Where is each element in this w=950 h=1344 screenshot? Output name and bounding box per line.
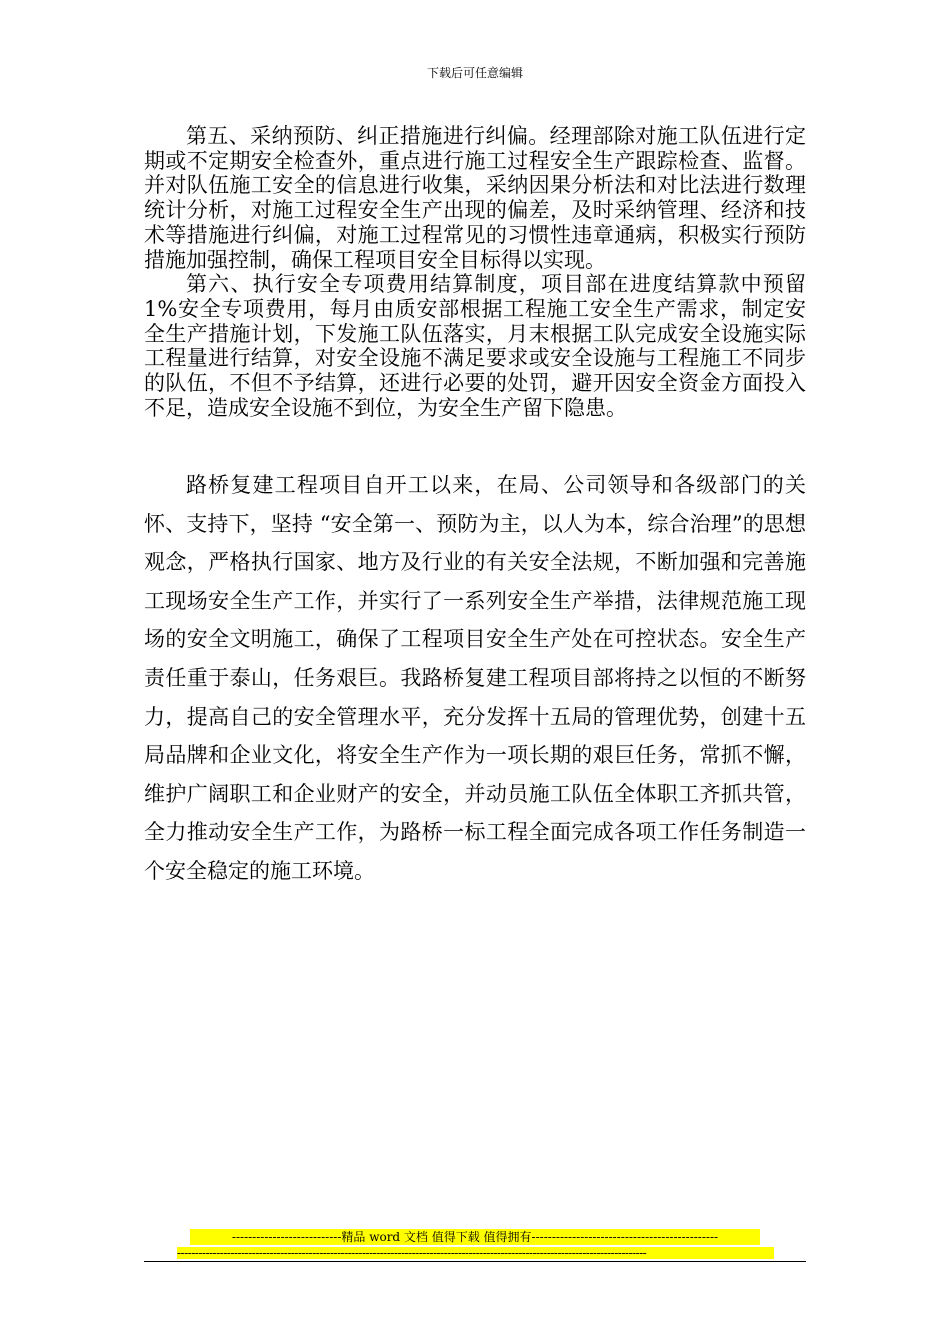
document-body-dense (144, 124, 806, 420)
footer-rule (144, 1261, 806, 1262)
document-body-conclusion (144, 466, 806, 891)
page-header-note: 下载后可任意编辑 (426, 66, 523, 80)
footer-dash-line: ------------------------------------------------------------------------------------------------------------------------------------ (177, 1247, 774, 1259)
paragraph-conclusion: 路桥复建工程项目自开工以来，在局、公司领导和各级部门的关怀、支持下，坚持 “安全第一、预防为主，以人为本，综合治理”的思想观念，严格执行国家、地方及行业的有关安全法规，不断加强和完善施工现场安全生产工作，并实行了一系列安全生产举措，法律规范施工现场的安全文明施工，确保了工程项目安全生产处在可控状态。安全生产责任重于泰山，任务艰巨。我路桥复建工程项目部将持之以恒的不断努力，提高自己的安全管理水平，充分发挥十五局的管理优势，创建十五局品牌和企业文化，将安全生产作为一项长期的艰巨任务，常抓不懈，维护广阔职工和企业财产的安全，并动员施工队伍全体职工齐抓共管，全力推动安全生产工作，为路桥一标工程全面完成各项工作任务制造一个安全稳定的施工环境。 (144, 473, 806, 883)
paragraph-sixth-measure: 第六、执行安全专项费用结算制度，项目部在进度结算款中预留1%安全专项费用，每月由质安部根据工程施工安全生产需求，制定安全生产措施计划，下发施工队伍落实，月末根据工队完成安全设施实际工程量进行结算，对安全设施不满足要求或安全设施与工程施工不同步的队伍，不但不予结算，还进行必要的处罚，避开因安全资金方面投入不足，造成安全设施不到位，为安全生产留下隐患。 (144, 272, 806, 420)
paragraph-fifth-measure: 第五、采纳预防、纠正措施进行纠偏。经理部除对施工队伍进行定期或不定期安全检查外，重点进行施工过程安全生产跟踪检查、监督。并对队伍施工安全的信息进行收集，采纳因果分析法和对比法进行数理统计分析，对施工过程安全生产出现的偏差，及时采纳管理、经济和技术等措施进行纠偏，对施工过程常见的习惯性违章通病，积极实行预防措施加强控制，确保工程项目安全目标得以实现。 (144, 124, 806, 272)
footer-banner: ---------------------------精品 word 文档 值得下载 值得拥有---------------------------------------------- (190, 1229, 760, 1245)
